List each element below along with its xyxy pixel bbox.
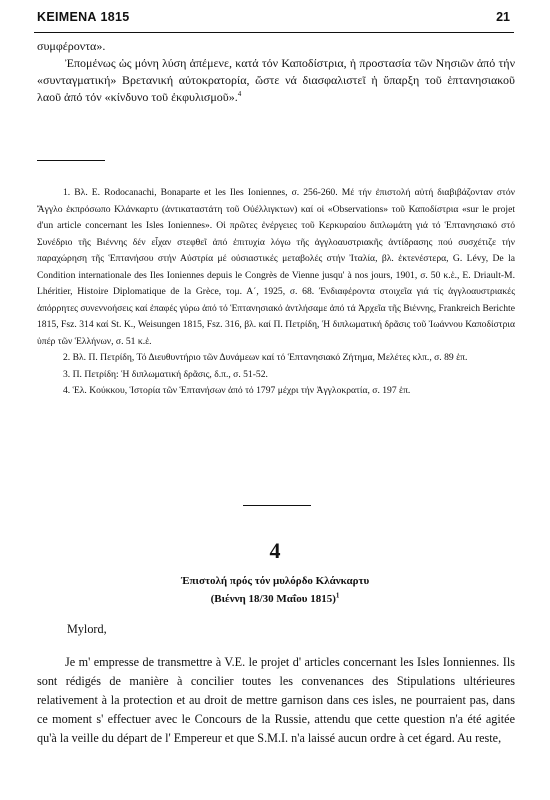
running-header-title: ΚΕΙΜΕΝΑ 1815	[37, 10, 130, 24]
document-title-line-2	[0, 590, 550, 608]
footnote-marker: 4	[237, 90, 242, 98]
main-text	[37, 38, 515, 106]
footnote-4: 4. Ἑλ. Κούκκου, Ἱστορία τῶν Ἑπτανήσων ἀπό τό 1797 μέχρι τήν Ἀγγλοκρατία, σ. 197 ἑπ.	[63, 385, 411, 396]
document-number: 4	[269, 538, 281, 563]
footnote-marker: 1	[335, 591, 340, 600]
letter-salutation: Mylord,	[67, 622, 107, 636]
letter-text	[37, 620, 515, 748]
footnote-3: 3. Π. Πετρίδη: Ἡ διπλωματική δρᾶσις, δ.π., σ. 51-52.	[63, 368, 268, 380]
page-number: 21	[496, 10, 510, 24]
letter-paragraph: Je m' empresse de transmettre à V.E. le projet d' articles concernant les Isles Ionniennes. Ils sont rédigés de manière à concilier toutes les convenances des Stipulations ultérieures relativement à la protection et au droit de mettre garnison dans ces isles, ne pourraient pas, dans ce moment s' effectuer avec le Concours de la Russie, attendu que cette question n'a été agitée qu'à la veille du départ de l' Empereur et que S.M.I. n'a laissé aucun ordre à cet égard. Au reste,	[37, 655, 515, 745]
document-title-line-1: Ἐπιστολή πρός τόν μυλόρδο Κλάνκαρτυ	[180, 575, 370, 587]
paragraph-text: Ἐπομένως ὡς μόνη λύση ἀπέμενε, κατά τόν Καποδίστρια, ἡ προστασία τῶν Νησιῶν ἀπό τήν «συνταγματική» Βρετανική αὐτοκρατορία, ὥστε νά διασφαλιστεῖ ἡ ὕπαρξη τοῦ ἑπτανησιακοῦ λαοῦ ἀπό τόν «κίνδυνο τοῦ ἐκφυλισμοῦ».	[37, 56, 515, 104]
section-separator	[243, 505, 311, 506]
footnote-2: 2. Βλ. Π. Πετρίδη, Τό Διευθυντήριο τῶν Δυνάμεων καί τό Ἑπτανησιακό Ζήτημα, Μελέτες κλπ., σ. 89 ἑπ.	[63, 352, 468, 363]
document-title	[0, 572, 550, 608]
header-rule	[34, 32, 514, 33]
footnote-1: 1. Βλ. E. Rodocanachi, Bonaparte et les Iles Ioniennes, σ. 256-260. Μέ τήν ἐπιστολή αὐτή διαβιβάζονταν στόν Ἄγγλο ἐκπρόσωπο Κλάνκαρτυ (ἀντικαταστάτη τοῦ Οὐέλλιγκτων) καί οἱ «Observations» τοῦ Καποδίστρια «sur le projet d'un article concernant les Isles Ioniennes». Οἱ πρῶτες ἐνέργειες τοῦ Κερκυραίου διπλωμάτη γιά τό Ἑπτανησιακό στό Συνέδριο τῆς Βιέννης δέν εἶχαν στεφθεῖ ἀπό ἐπιτυχία λόγω τῆς ἀγγλοαυστριακῆς ἀντίδρασης πού συσχέτιζε τήν παραχώρηση τῆς Ἑπτανήσου στήν Αὐστρία μέ οὐσιαστικές μεταβολές στήν Ἰταλία, βλ. ἐκτενέστερα, G. Lévy, De la Condition internationale des Iles Ioniennes depuis le Congrès de Vienne jusqu' à nos jours, 1901, σ. 50 κ.ἑ., E. Driault-M. Lhéritier, Histoire Diplomatique de la Grèce, τομ. Α΄, 1925, σ. 68. Ἐνδιαφέροντα στοιχεῖα γιά τίς ἀγγλοαυστριακές ἀπόρρητες συνεννοήσεις καί ἐπαφές γύρω ἀπό τό Ἑπτανησιακό ἀντλήσαμε ἀπό τά Ἀρχεῖα τῆς Βιέννης, Frankreich Berichte 1815, Fsz. 314 καί St. K., Weisungen 1815, Fsz. 316, βλ. καί Π. Πετρίδη, Ἡ διπλωματική δρᾶσις τοῦ Ἰωάννου Καποδίστρια ὑπέρ τῶν Ἑλλήνων, σ. 51 κ.ἑ.	[37, 187, 515, 347]
document-date: (Βιέννη 18/30 Μαΐου 1815)	[210, 593, 336, 605]
footnotes	[37, 185, 515, 400]
paragraph-continuation: συμφέροντα».	[37, 39, 106, 53]
paragraph	[37, 55, 515, 106]
footnote-rule	[37, 160, 105, 161]
